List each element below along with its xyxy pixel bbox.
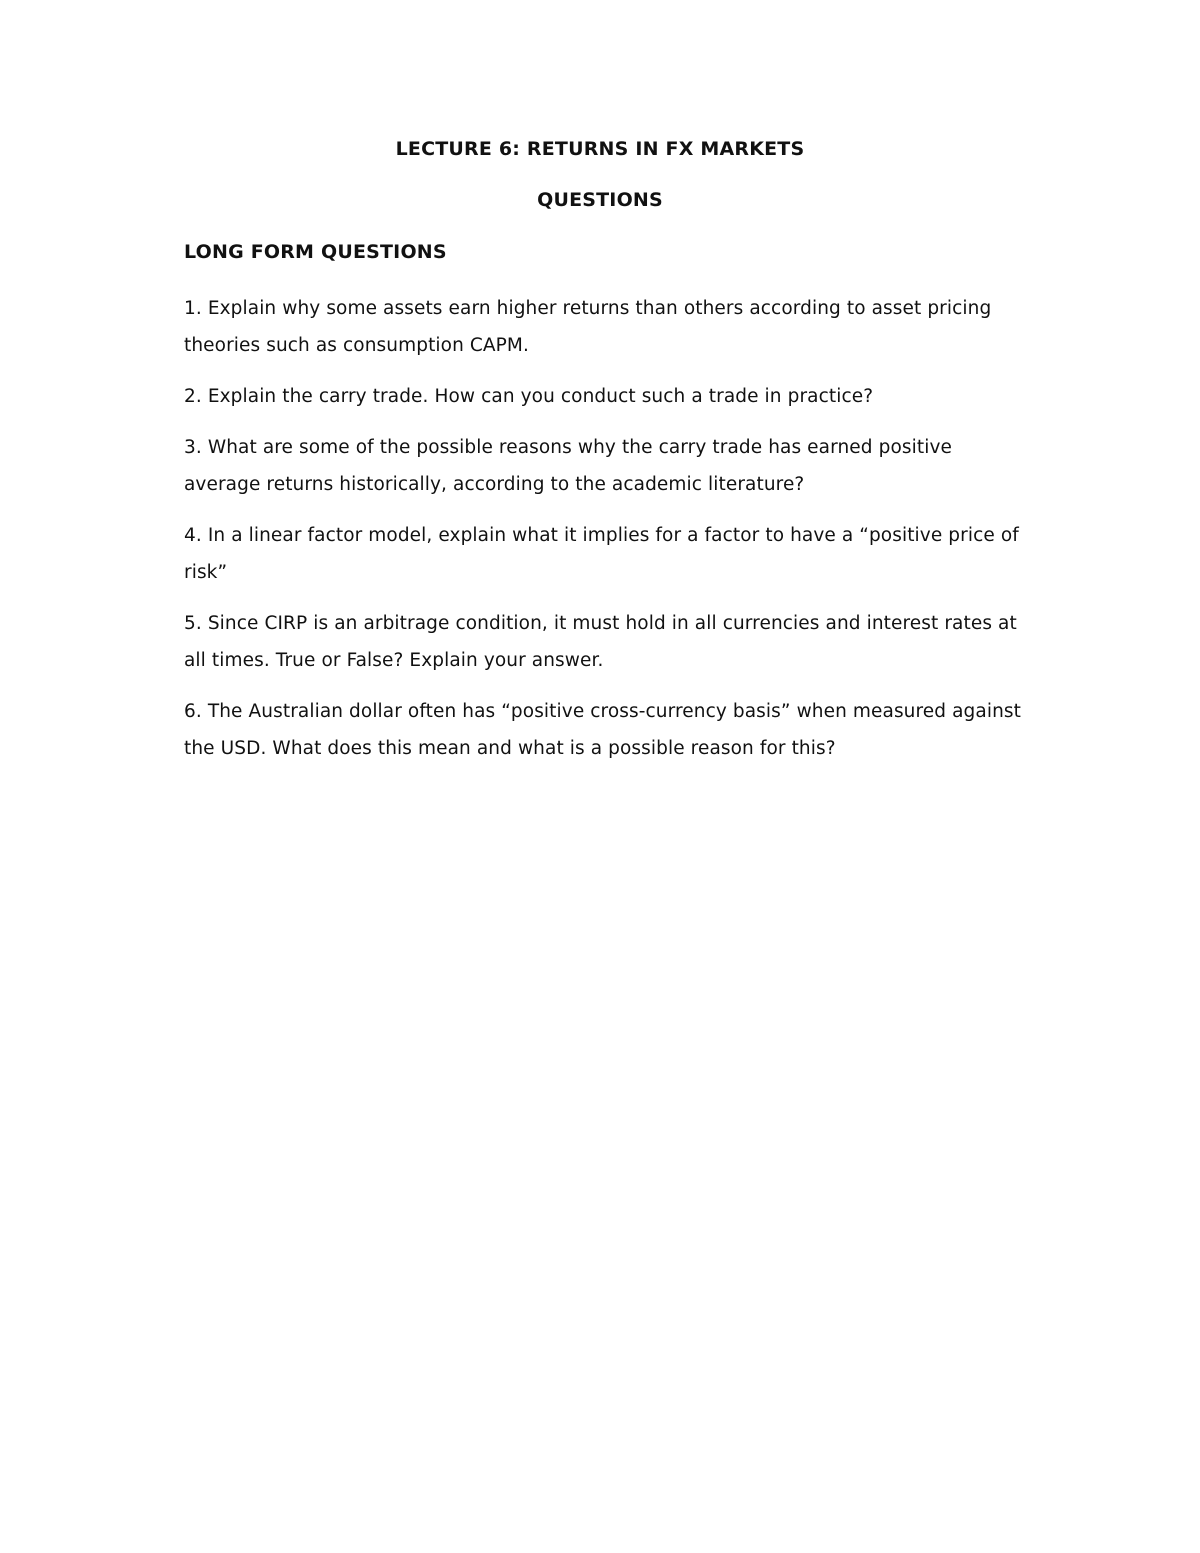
document-subtitle: QUESTIONS: [537, 189, 663, 211]
section-heading: LONG FORM QUESTIONS: [184, 241, 447, 263]
question-3: 3. What are some of the possible reasons why the carry trade has earned positive average returns historically, according to the academic literature?: [184, 437, 952, 495]
question-5: 5. Since CIRP is an arbitrage condition, it must hold in all currencies and interest rates at all times. True or False? Explain your answer.: [184, 613, 1017, 671]
question-2: 2. Explain the carry trade. How can you conduct such a trade in practice?: [184, 386, 874, 407]
question-list: [184, 290, 1029, 781]
question-6: 6. The Australian dollar often has “positive cross-currency basis” when measured against the USD. What does this mean and what is a possible reason for this?: [184, 701, 1021, 759]
document-title: LECTURE 6: RETURNS IN FX MARKETS: [395, 138, 805, 160]
question-4: 4. In a linear factor model, explain what it implies for a factor to have a “positive price of risk”: [184, 525, 1019, 583]
question-1: 1. Explain why some assets earn higher returns than others according to asset pricing theories such as consumption CAPM.: [184, 298, 992, 356]
